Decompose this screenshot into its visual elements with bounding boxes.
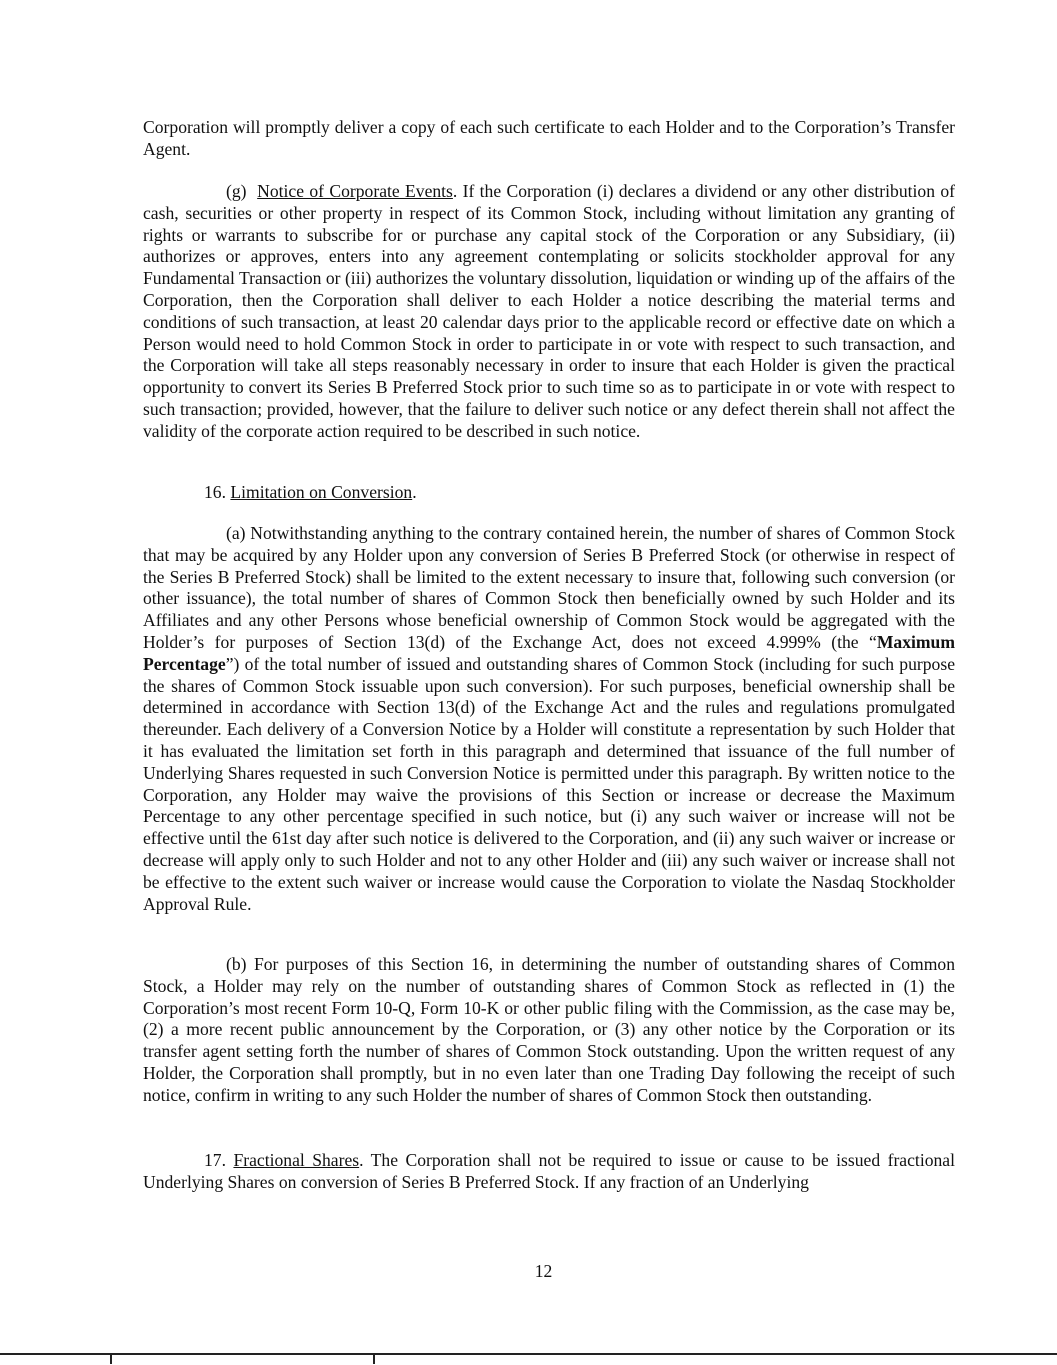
section-17-title: Fractional Shares — [233, 1150, 360, 1170]
page-number: 12 — [534, 1261, 553, 1281]
footer-rule-tick-center — [373, 1354, 375, 1364]
maximum-percentage-term: Maximum Percentage — [143, 631, 955, 674]
section-16-period: . — [412, 482, 417, 502]
section-16-title: Limitation on Conversion — [230, 482, 413, 502]
paragraph-b — [143, 954, 955, 1107]
section-16-number: 16. — [204, 482, 226, 502]
paragraph-g-title: Notice of Corporate Events — [257, 181, 453, 201]
section-17-text: . The Corporation shall not be required to issue or cause to be issued fractional Underlying Shares on conversion of Series B Preferred Stock. If any fraction of an Underlying — [143, 1150, 955, 1192]
footer-rule-tick-left — [110, 1354, 112, 1364]
paragraph-a-text-2: ”) of the total number of issued and outstanding shares of Common Stock (including for such purpose the shares of Common Stock issuable upon such conversion). For such purposes, beneficial ownership shall be determined in accordance with Section 13(d) of the Exchange Act and the rules and regulations promulgated thereunder. Each delivery of a Conversion Notice by a Holder will constitute a representation by such Holder that it has evaluated the limitation set forth in this paragraph and determined that issuance of the full number of Underlying Shares requested in such Conversion Notice is permitted under this paragraph. By written notice to the Corporation, any Holder may waive the provisions of this Section or increase or decrease the Maximum Percentage to any other percentage specified in such notice, but (i) any such waiver or increase will not be effective until the 61st day after such notice is delivered to the Corporation, and (ii) any such waiver or increase or decrease will apply only to such Holder and not to any other Holder and (iii) any such waiver or increase shall not be effective to the extent such waiver or increase would cause the Corporation to violate the Nasdaq Stockholder Approval Rule. — [143, 653, 955, 914]
paragraph-a-text-1: (a) Notwithstanding anything to the contrary contained herein, the number of shares of Common Stock that may be acquired by any Holder upon any conversion of Series B Preferred Stock (or otherwise in respect of the Series B Preferred Stock) shall be limited to the extent necessary to insure that, following such conversion (or other issuance), the total number of shares of Common Stock then beneficially owned by such Holder and its Affiliates and any other Persons whose beneficial ownership of Common Stock would be aggregated with the Holder’s for purposes of Section 13(d) of the Exchange Act, does not exceed 4.999% (the “ — [143, 523, 955, 652]
paragraph-top-text: Corporation will promptly deliver a copy of each such certificate to each Holder and to the Corporation’s Transfer Agent. — [143, 117, 955, 159]
paragraph-b-text: (b) For purposes of this Section 16, in determining the number of outstanding shares of Common Stock, a Holder may rely on the number of outstanding shares of Common Stock as reflected in (1) the Corporation’s most recent Form 10-Q, Form 10-K or other public filing with the Commission, as the case may be, (2) a more recent public announcement by the Corporation, or (3) any other notice by the Corporation or its transfer agent setting forth the number of shares of Common Stock outstanding. Upon the written request of any Holder, the Corporation shall promptly, but in no even later than one Trading Day following the receipt of such notice, confirm in writing to any such Holder the number of shares of Common Stock then outstanding. — [143, 954, 955, 1105]
section-17-number: 17. — [204, 1150, 226, 1170]
paragraph-g-label: (g) — [226, 181, 247, 201]
paragraph-g-text: . If the Corporation (i) declares a dividend or any other distribution of cash, securities or other property in respect of its Common Stock, including without limitation any granting of rights or warrants to subscribe for or purchase any capital stock of the Corporation or any Subsidiary, (ii) authorizes or approves, enters into any agreement contemplating or solicits stockholder approval for any Fundamental Transaction or (iii) authorizes the voluntary dissolution, liquidation or winding up of the affairs of the Corporation, then the Corporation shall deliver to each Holder a notice describing the material terms and conditions of such transaction, at least 20 calendar days prior to the applicable record or effective date on which a Person would need to hold Common Stock in order to participate in or vote with respect to such transaction, and the Corporation will take all steps reasonably necessary in order to insure that each Holder is given the practical opportunity to convert its Series B Preferred Stock prior to such time so as to participate in or vote with respect to such transaction; provided, however, that the failure to deliver such notice or any defect therein shall not affect the validity of the corporate action required to be described in such notice. — [143, 181, 955, 441]
paragraph-top — [143, 117, 955, 161]
paragraph-a — [143, 523, 955, 915]
section-16-heading — [204, 482, 417, 504]
footer-rule — [0, 1353, 1057, 1355]
paragraph-g — [143, 181, 955, 443]
section-17-paragraph — [143, 1150, 955, 1194]
